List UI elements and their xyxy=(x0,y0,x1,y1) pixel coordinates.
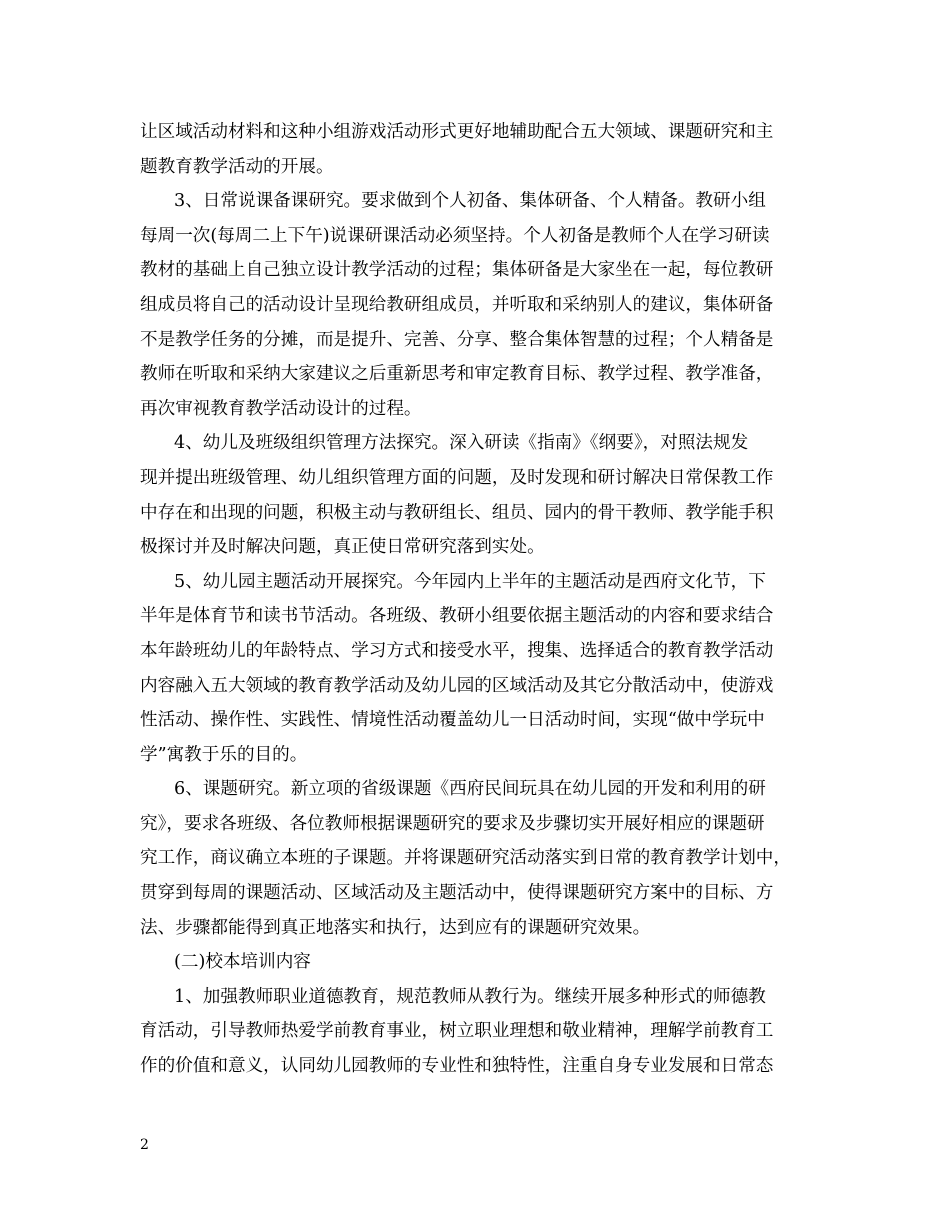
text-line: 让区域活动材料和这种小组游戏活动形式更好地辅助配合五大领域、课题研究和主 xyxy=(140,122,774,142)
text-line: 教师在听取和采纳大家建议之后重新思考和审定教育目标、教学过程、教学准备， xyxy=(140,364,774,385)
text-line: 半年是体育节和读书节活动。各班级、教研小组要依据主题活动的内容和要求结合 xyxy=(140,606,774,627)
text-line: 现并提出班级管理、幼儿组织管理方面的问题，及时发现和研讨解决日常保教工作 xyxy=(140,467,774,488)
text-line: 教材的基础上自己独立设计教学活动的过程；集体研备是大家坐在一起，每位教研 xyxy=(140,260,774,281)
text-line: 组成员将自己的活动设计呈现给教研组成员，并听取和采纳别人的建议，集体研备 xyxy=(140,294,774,315)
text-line: 内容融入五大领域的教育教学活动及幼儿园的区域活动及其它分散活动中，使游戏 xyxy=(140,675,774,696)
text-line: 题教育教学活动的开展。 xyxy=(140,156,334,177)
document-body xyxy=(140,115,820,1084)
text-line: 法、步骤都能得到真正地落实和执行，达到应有的课题研究效果。 xyxy=(140,917,651,938)
page-number: 2 xyxy=(140,1137,149,1153)
text-line: 本年龄班幼儿的年龄特点、学习方式和接受水平，搜集、选择适合的教育教学活动 xyxy=(140,640,774,661)
text-line: 贯穿到每周的课题活动、区域活动及主题活动中，使得课题研究方案中的目标、方 xyxy=(140,883,774,904)
text-line: 6、课题研究。新立项的省级课题《西府民间玩具在幼儿园的开发和利用的研 xyxy=(174,779,766,800)
text-line: 1、加强教师职业道德教育，规范教师从教行为。继续开展多种形式的师德教 xyxy=(174,986,766,1007)
text-line: 性活动、操作性、实践性、情境性活动覆盖幼儿一日活动时间，实现“做中学玩中 xyxy=(140,710,765,731)
text-line: 究》，要求各班级、各位教师根据课题研究的要求及步骤切实开展好相应的课题研 xyxy=(140,813,765,834)
text-line: 每周一次(每周二上下午)说课研课活动必须坚持。个人初备是教师个人在学习研读 xyxy=(140,225,770,246)
text-line: 育活动，引导教师热爱学前教育事业，树立职业理想和敬业精神，理解学前教育工 xyxy=(140,1021,774,1042)
text-line: 学”寓教于乐的目的。 xyxy=(140,744,308,765)
text-line: 究工作，商议确立本班的子课题。并将课题研究活动落实到日常的教育教学计划中， xyxy=(140,848,791,869)
text-line: 再次审视教育教学活动设计的过程。 xyxy=(140,398,422,419)
text-line: (二)校本培训内容 xyxy=(174,952,311,973)
text-line: 作的价值和意义，认同幼儿园教师的专业性和独特性，注重自身专业发展和日常态 xyxy=(140,1056,774,1077)
text-line: 极探讨并及时解决问题，真正使日常研究落到实处。 xyxy=(140,537,545,558)
text-line: 中存在和出现的问题，积极主动与教研组长、组员、园内的骨干教师、教学能手积 xyxy=(140,502,774,523)
text-line: 不是教学任务的分摊，而是提升、完善、分享、整合集体智慧的过程；个人精备是 xyxy=(140,329,774,350)
text-line: 5、幼儿园主题活动开展探究。今年园内上半年的主题活动是西府文化节，下 xyxy=(174,571,766,592)
text-line: 4、幼儿及班级组织管理方法探究。深入研读《指南》《纲要》，对照法规发 xyxy=(174,433,749,454)
text-line: 3、日常说课备课研究。要求做到个人初备、集体研备、个人精备。教研小组 xyxy=(174,191,766,212)
